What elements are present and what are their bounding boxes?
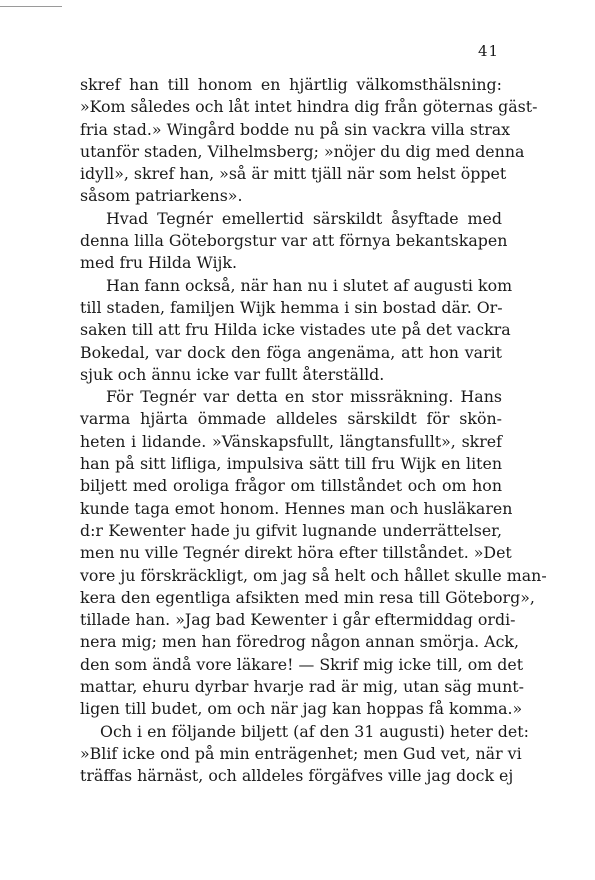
text-line: »Kom således och låt intet hindra dig från göternas gäst- xyxy=(80,97,538,117)
scan-edge-mark xyxy=(0,6,62,7)
text-line: han på sitt lifliga, impulsiva sätt till fru Wijk en liten xyxy=(80,454,502,474)
text-line: Han fann också, när han nu i slutet af augusti kom xyxy=(106,275,513,295)
text-line: träffas härnäst, och alldeles förgäfves ville jag dock ej xyxy=(80,766,514,786)
text-line: såsom patriarkens». xyxy=(80,186,243,206)
text-line: denna lilla Göteborgstur var att förnya bekantskapen xyxy=(80,231,508,251)
text-line: vore ju förskräckligt, om jag så helt och hållet skulle man- xyxy=(80,565,547,585)
text-line: den som ändå vore läkare! — Skrif mig icke till, om det xyxy=(80,654,524,674)
page-number: 41 xyxy=(478,42,500,60)
text-line: d:r Kewenter hade ju gifvit lugnande underrättelser, xyxy=(80,520,502,540)
text-line: Hvad Tegnér emellertid särskildt åsyftade med xyxy=(106,208,502,228)
text-line: Och i en följande biljett (af den 31 augusti) heter det: xyxy=(100,721,529,741)
text-line: fria stad.» Wingård bodde nu på sin vackra villa strax xyxy=(80,119,511,139)
text-line: »Blif icke ond på min enträgenhet; men Gud vet, när vi xyxy=(80,743,522,763)
text-line: heten i lidande. »Vänskapsfullt, längtansfullt», skref xyxy=(80,431,502,451)
text-line: ligen till budet, om och när jag kan hoppas få komma.» xyxy=(80,699,523,719)
text-line: kunde taga emot honom. Hennes man och husläkaren xyxy=(80,498,513,518)
text-line: saken till att fru Hilda icke vistades ute på det vackra xyxy=(80,320,511,340)
text-line: nera mig; men han föredrog någon annan smörja. Ack, xyxy=(80,632,520,652)
text-line: skref han till honom en hjärtlig välkomsthälsning: xyxy=(80,75,502,94)
text-line: utanför staden, Vilhelmsberg; »nöjer du dig med denna xyxy=(80,141,525,161)
text-line: med fru Hilda Wijk. xyxy=(80,253,237,273)
text-line: mattar, ehuru dyrbar hvarje rad är mig, utan säg munt- xyxy=(80,677,524,697)
text-line: biljett med oroliga frågor om tillståndet och om hon xyxy=(80,476,502,496)
text-line: idyll», skref han, »så är mitt tjäll när som helst öppet xyxy=(80,164,507,184)
text-line: till staden, familjen Wijk hemma i sin bostad där. Or- xyxy=(80,297,503,317)
text-line: Bokedal, var dock den föga angenäma, att hon varit xyxy=(80,342,502,362)
text-line: För Tegnér var detta en stor missräkning. Hans xyxy=(106,387,502,407)
text-line: kera den egentliga afsikten med min resa till Göteborg», xyxy=(80,587,535,607)
text-line: varma hjärta ömmade alldeles särskildt för skön- xyxy=(80,409,502,429)
body-text xyxy=(80,74,547,788)
text-line: sjuk och ännu icke var fullt återställd. xyxy=(80,364,385,384)
text-line: men nu ville Tegnér direkt höra efter tillståndet. »Det xyxy=(80,543,512,563)
text-line: tillade han. »Jag bad Kewenter i går eftermiddag ordi- xyxy=(80,610,516,630)
